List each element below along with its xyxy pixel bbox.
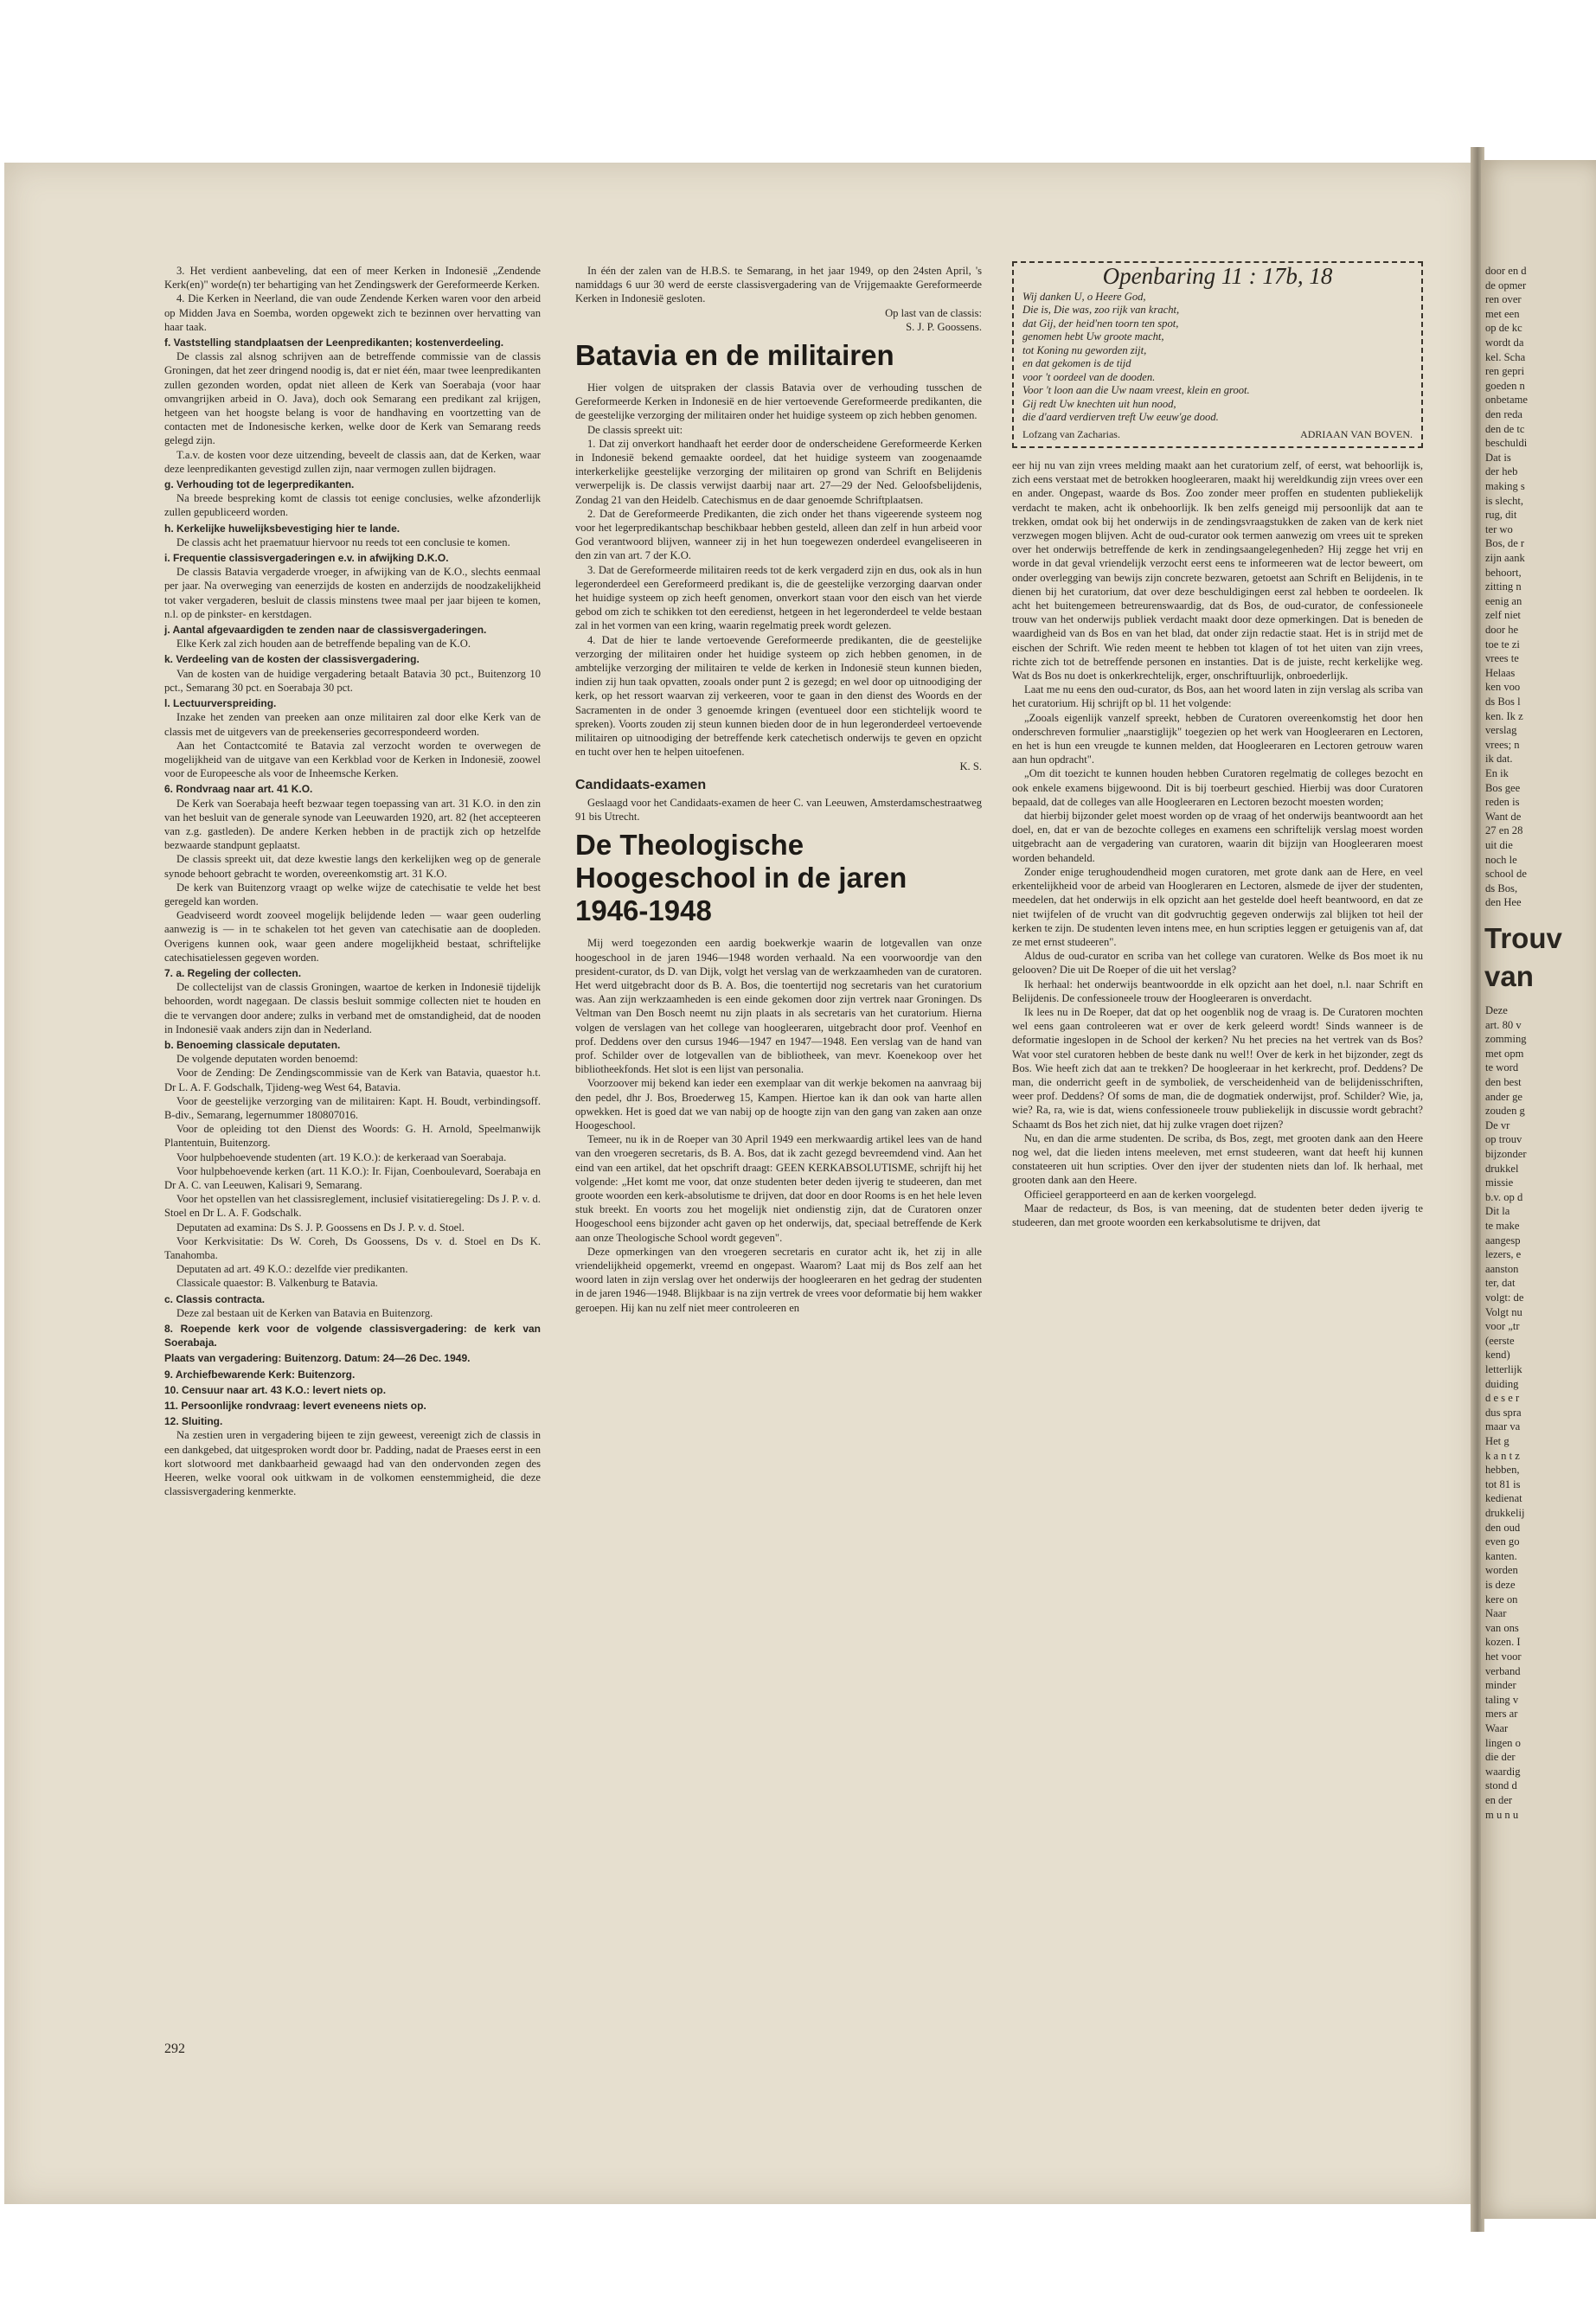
fragment-line: 27 en 28 bbox=[1485, 824, 1523, 837]
poem-line: Gij redt Uw knechten uit hun nood, bbox=[1022, 397, 1176, 410]
paragraph: Deputaten ad art. 49 K.O.: dezelfde vier predikanten. bbox=[176, 1263, 408, 1276]
fragment-headline: Trouv bbox=[1484, 922, 1562, 954]
fragment-line: hebben, bbox=[1485, 1464, 1520, 1477]
fragment-line: kend) bbox=[1485, 1349, 1510, 1362]
paragraph: Mij werd toegezonden een aardig boekwerkje waarin de lotgevallen van onze hoogeschool in de jaren 1946—1948 worden verhaald. Na een voorwoordje van den president-curator, ds D. van Dijk, volgt het verslag van de werkzaamheden van de curatoren. Het werd uitgebracht door ds B. A. Bos, die toentertijd nog secretaris van het curatorium was. Aan zijn werkzaamheden is een einde gekomen door zijn vertrek naar Groningen. Ds Veltman van Den Bosch neemt nu zijn plaats in als secretaris van het curatorium. Hierna volgen de verslagen van het college van hoogleeraren, uitgebracht door prof. Veenhof en prof. Deddens over den cursus 1946—1947 en 1947—1948. Een verslag van de hand van prof. Schilder over de lotgevallen van de bibliotheek, van mevr. Koenekoop over het bibliotheekfonds. Het slot is een lijst van personalia. bbox=[575, 937, 982, 1076]
section-heading bbox=[164, 966, 541, 980]
fragment-line: ter wo bbox=[1485, 522, 1513, 535]
paragraph: Zonder enige terughoudendheid mogen curatoren, met grote dank aan de Here, en veel erkentelijkheid voor de arbeid van Hoogleraren en Lectoren, alsmede de ijver der studenten, meedelen, dat het onderwijs in elk opzicht aan het gestelde doel heeft beantwoord, en dat ze niet twijfelen of de vrucht van dit godvruchtig gegeven onderwijs zal blijken tot heil der kerken te zijn. De studenten leven intens mee, en hun scripties leggen er getuigenis van af, dat ze met ernst studeeren". bbox=[1012, 865, 1423, 948]
paragraph: „Om dit toezicht te kunnen houden hebben Curatoren regelmatig de colleges bezocht en ook enkele examens bijgewoond. Dit is bij toerbeurt geschied. Hierbij was door Curatoren bepaald, dat de colleges van alle Hoogleeraren en Lectoren bezocht moesten worden; bbox=[1012, 767, 1423, 808]
fragment-line: Bos gee bbox=[1485, 781, 1521, 794]
fragment-line: m u n u bbox=[1485, 1808, 1519, 1821]
paragraph: Classicale quaestor: B. Valkenburg te Batavia. bbox=[176, 1277, 378, 1290]
paragraph: Ik lees nu in De Roeper, dat dat op het oogenblik nog de vraag is. De Curatoren mochten wel eens gaan controleeren wat er over de kerk geleerd wordt! Sinds wanneer is de deformatie ingeslopen in de School der kerken? Nu het precies na het vertrek van ds Bos? Wat voor stel curatoren hebben de beste dank nu wel!! Over de kerk in het bijzonder, zegt ds Bos. Wie heeft zich dat aan te trekken? De hoogleeraar in het kerkrecht, prof. Deddens? De man, die onderricht geeft in de symboliek, de verscheidenheid van de belijdenisschriften, weer prof. Deddens? Of soms de man, die de dogmatiek onderwijst, prof. Schilder? Wie, ja, wie? Ra, ra, wie is dat, wiens confessioneele trouw publiekelijk in discussie wordt gebracht? Schaamt ds Bos het zich niet, dat hij zulke vragen doet rijzen? bbox=[1012, 1005, 1423, 1131]
section-heading-text: k. Verdeeling van de kosten der classisvergadering. bbox=[164, 653, 420, 666]
fragment-line: ds Bos l bbox=[1485, 695, 1521, 708]
fragment-line: op trouv bbox=[1485, 1133, 1522, 1146]
fragment-line: vrees; n bbox=[1485, 738, 1520, 751]
fragment-line: goeden n bbox=[1485, 379, 1525, 392]
fragment-line: art. 80 v bbox=[1485, 1018, 1522, 1031]
fragment-line: op de kc bbox=[1485, 322, 1522, 335]
signoff-line: Op last van de classis: bbox=[885, 306, 982, 319]
article-continuation bbox=[1012, 458, 1423, 1229]
fragment-line: Want de bbox=[1485, 810, 1522, 823]
paragraph: Deze zal bestaan uit de Kerken van Batavia en Buitenzorg. bbox=[176, 1306, 433, 1319]
section-heading-text: 12. Sluiting. bbox=[164, 1415, 223, 1428]
paragraph: Inzake het zenden van preeken aan onze militairen zal door elke Kerk van de classis met de uitgevers van de preekenseries gecorrespondeerd worden. bbox=[164, 711, 541, 738]
fragment-line: waardig bbox=[1485, 1765, 1521, 1778]
paragraph: De classis spreekt uit: bbox=[587, 423, 683, 436]
section-heading bbox=[164, 623, 541, 637]
fragment-line: eenig an bbox=[1485, 594, 1522, 607]
section-heading-text: 6. Rondvraag naar art. 41 K.O. bbox=[164, 783, 313, 796]
fragment-line: toe te zi bbox=[1485, 638, 1520, 651]
fragment-line: is deze bbox=[1485, 1579, 1516, 1591]
fragment-line: aangesp bbox=[1485, 1234, 1521, 1247]
article-batavia bbox=[575, 381, 982, 759]
section-heading-text: j. Aantal afgevaardigden te zenden naar de classisvergaderingen. bbox=[164, 624, 487, 637]
fragment-line: ik dat. bbox=[1485, 753, 1513, 766]
fragment-line: noch le bbox=[1485, 853, 1517, 866]
headline-batavia: Batavia en de militairen bbox=[575, 339, 894, 372]
paragraph: Na breede bespreking komt de classis tot eenige conclusies, welke afzonderlijk zullen gepubliceerd worden. bbox=[164, 492, 541, 519]
section-heading bbox=[164, 336, 541, 349]
poem-line: en dat gekomen is de tijd bbox=[1022, 357, 1131, 369]
fragment-line: En ik bbox=[1485, 767, 1509, 779]
fragment-line: Helaas bbox=[1485, 666, 1516, 679]
fragment-line: (eerste bbox=[1485, 1334, 1515, 1347]
paragraph: 3. Dat de Gereformeerde militairen reeds tot de kerk vergaderd zijn en dus, ook als in hun legeronderdeel een Gereformeerd predikant is, die de geestelijke verzorging daarvan onder het huidige systeem op zich heeft genomen, onverkort staan voor den eisch van het vierde gebod om zich te schikken tot den eeredienst, hetgeen in het legeronderdeel te velde bestaan zal in het vormen van een kring, waarin regelmatig preek wordt gelezen. bbox=[575, 563, 982, 632]
fragment-line: ren over bbox=[1485, 293, 1522, 306]
paragraph: T.a.v. de kosten voor deze uitzending, beveelt de classis aan, dat de Kerken, waar deze leenpredikanten gevestigd zullen zijn, naar vermogen zullen bijdragen. bbox=[164, 448, 541, 475]
poem-box bbox=[1012, 261, 1423, 448]
signoff-name: S. J. P. Goossens. bbox=[906, 320, 982, 333]
fragment-line: De vr bbox=[1485, 1118, 1510, 1131]
paragraph: Voor hulpbehoevende kerken (art. 11 K.O.): Ir. Fijan, Coenboulevard, Soerabaja en Dr A. C. van Leeuwen, Kalisari 9, Semarang. bbox=[164, 1164, 541, 1191]
section-heading-text: 10. Censuur naar art. 43 K.O.: levert niets op. bbox=[164, 1383, 387, 1396]
section-heading-text: l. Lectuurverspreiding. bbox=[164, 697, 277, 710]
section-heading bbox=[164, 1292, 541, 1306]
fragment-line: stond d bbox=[1485, 1779, 1517, 1792]
paragraph: Geadviseerd wordt zooveel mogelijk belijdende leden — waar geen ouderling aanwezig is — in te schakelen tot het geven van catechisatie aan de doopleden. Overigens kunnen ook, waar geen andere mogelijkheid bestaat, schriftelijke catechisatielessen gegeven worden. bbox=[164, 909, 541, 964]
fragment-line: volgt: de bbox=[1485, 1292, 1524, 1304]
fragment-line: verband bbox=[1485, 1664, 1521, 1677]
paragraph: De classis acht het praematuur hiervoor nu reeds tot een conclusie te komen. bbox=[176, 535, 510, 548]
section-heading-text: f. Vaststelling standplaatsen der Leenpredikanten; kostenverdeeling. bbox=[164, 336, 504, 349]
paragraph: Aan het Contactcomité te Batavia zal verzocht worden te overwegen de mogelijkheid van de uitgave van een Kerkblad voor de Kerken in Indonesië, zoowel voor de Europeesche als voor de Inheemsche Kerken. bbox=[164, 739, 541, 780]
poem-line: Die is, Die was, zoo rijk van kracht, bbox=[1022, 304, 1180, 316]
fragment-line: school de bbox=[1485, 868, 1527, 881]
fragment-line: rug, dit bbox=[1485, 509, 1517, 522]
poem-line: tot Koning nu geworden zijt, bbox=[1022, 343, 1147, 356]
section-heading-text: i. Frequentie classisvergaderingen e.v. in afwijking D.K.O. bbox=[164, 552, 449, 565]
fragment-line: zelf niet bbox=[1485, 609, 1521, 622]
fragment-line: uit die bbox=[1485, 839, 1513, 851]
fragment-line: kanten. bbox=[1485, 1549, 1517, 1562]
fragment-line: den reda bbox=[1485, 408, 1523, 420]
fragment-line: tot 81 is bbox=[1485, 1477, 1521, 1490]
fragment-line: kel. Scha bbox=[1485, 350, 1526, 363]
paragraph: Aldus de oud-curator en scriba van het college van curatoren. Welke ds Bos moet ik nu gelooven? Die uit De Roeper of die uit het verslag? bbox=[1012, 950, 1423, 977]
paragraph: De kerk van Buitenzorg vraagt op welke wijze de catechisatie te velde het best geregeld kan worden. bbox=[164, 881, 541, 907]
paragraph: Officieel gerapporteerd en aan de kerken voorgelegd. bbox=[1024, 1188, 1257, 1201]
fragment-line: wordt da bbox=[1485, 336, 1524, 349]
fragment-line: is slecht, bbox=[1485, 494, 1524, 507]
poem-line: voor 't oordeel van de dooden. bbox=[1022, 370, 1156, 383]
fragment-line: ken voo bbox=[1485, 681, 1521, 694]
fragment-line: making s bbox=[1485, 480, 1525, 492]
fragment-line: ren gepri bbox=[1485, 365, 1525, 378]
paragraph: Van de kosten van de huidige vergadering betaalt Batavia 30 pct., Buitenzorg 10 pct., Semarang 30 pct. en Soerabaja 30 pct. bbox=[164, 667, 541, 694]
fragment-line: door en d bbox=[1485, 265, 1527, 277]
poem-line: Voor 't loon aan die Uw naam vreest, klein en groot. bbox=[1022, 384, 1250, 396]
fragment-line: minder bbox=[1485, 1679, 1516, 1692]
fragment-line: te word bbox=[1485, 1061, 1519, 1074]
paragraph: Hier volgen de uitspraken der classis Batavia over de verhouding tusschen de Gereformeerde Kerken in Indonesië en de hier vertoevende Gereformeerde predikanten, die de geestelijke verzorging der militairen onder het huidige systeem op zich hebben genomen. bbox=[575, 381, 982, 422]
fragment-line: ds Bos, bbox=[1485, 881, 1518, 894]
fragment-line: die der bbox=[1485, 1751, 1516, 1764]
poem-line: die d'aard verdierven treft Uw eeuw'ge dood. bbox=[1022, 411, 1219, 423]
section-heading bbox=[164, 1383, 541, 1397]
paragraph: De classis spreekt uit, dat deze kwestie langs den kerkelijken weg op de generale synode behoort gebracht te worden, overeenkomstig art. 31 K.O. bbox=[164, 853, 541, 880]
fragment-line: Waar bbox=[1485, 1722, 1509, 1734]
paragraph: Voor de opleiding tot den Dienst des Woords: G. H. Arnold, Speelmanwijk Plantentuin, Buitenzorg. bbox=[164, 1123, 541, 1150]
fragment-line: door he bbox=[1485, 624, 1519, 636]
fragment-line: mers ar bbox=[1485, 1708, 1518, 1721]
paragraph: De volgende deputaten worden benoemd: bbox=[176, 1053, 358, 1066]
section-heading bbox=[164, 551, 541, 565]
section-heading bbox=[164, 1322, 541, 1349]
fragment-line: ander ge bbox=[1485, 1090, 1523, 1103]
fragment-line: vrees te bbox=[1485, 652, 1519, 665]
column-2 bbox=[575, 264, 982, 1315]
subheading-candidaats: Candidaats-examen bbox=[575, 777, 707, 792]
fragment-line: Bos, de r bbox=[1485, 537, 1525, 550]
fragment-line: der heb bbox=[1485, 465, 1518, 478]
fragment-line: den Hee bbox=[1485, 896, 1522, 909]
section-heading bbox=[164, 1038, 541, 1052]
poem-author: ADRIAAN VAN BOVEN. bbox=[1300, 427, 1413, 440]
section-heading bbox=[164, 478, 541, 491]
paragraph: 1. Dat zij onverkort handhaaft het eerder door de onderscheidene Gereformeerde Kerken in Indonesië bekend gemaakte oordeel, dat het huidige systeem van zoogenaamde interkerkelijke geestelijke verzorging der militairen op grond van Schrift en Belijdenis verwerpelijk is. De classis verwijst daarbij naar art. 27—29 der Ned. Geloofsbelijdenis, Zondag 21 van den Heidelb. Catechismus en de daar genoemde Schriftplaatsen. bbox=[575, 437, 982, 506]
fragment-line: behoort, bbox=[1485, 566, 1522, 579]
fragment-line: beschuldi bbox=[1485, 437, 1528, 450]
section-heading bbox=[164, 522, 541, 535]
fragment-line: ter, dat bbox=[1485, 1277, 1516, 1290]
fragment-line: onbetame bbox=[1485, 394, 1528, 407]
paragraph: Temeer, nu ik in de Roeper van 30 April 1949 een merkwaardig artikel lees van de hand van den vroegeren secretaris, ds B. A. Bos, dat ik zacht gezegd bevreemdend vind. Aan het eind van een artikel, dat het opschrift draagt: GEEN KERKABSOLUTISME, schrijft hij het volgende: „Het komt me voor, dat onze studenten beter deden ijverig te studeeren, dan met groote woorden een kerk-absolutisme te drijven, dat door en door Rooms is en het hele leven stuk breekt. En voorts zou het mogelijk niet ondienstig zijn, dat de Curatoren onzer Hoogeschool eens bijzonder acht gaven op het onderwijs, dat, speciaal betreffende de Kerk aan onze Theologische School wordt gegeven". bbox=[575, 1133, 982, 1244]
fragment-line: zitting n bbox=[1485, 580, 1522, 593]
paragraph: Voorzoover mij bekend kan ieder een exemplaar van dit werkje bekomen na aanvraag bij den pedel, dhr J. Bos, Broederweg 15, Kampen. Hiertoe kan ik dan ook van harte allen opwekken. Het is goed dat we van nabij op de hoogte zijn van den gang van zaken aan onze Hoogeschool. bbox=[575, 1077, 982, 1131]
paragraph: Deze opmerkingen van den vroegeren secretaris en curator acht ik, het zij in alle vriendelijkheid opgemerkt, vreemd en ongepast. Waarom? Laat mij ds Bos zelf aan het woord laten in zijn verslag over het onderwijs der hoogleeraren en het gedrag der studenten in de jaren 1946—1948. Blijkbaar is na zijn vertrek de vrees voor deformatie bij hem wakker geroepen. Hij kan nu zelf niet meer controleeren en bbox=[575, 1245, 983, 1314]
fragment-line: zijn aank bbox=[1485, 552, 1525, 564]
fragment-line: letterlijk bbox=[1485, 1363, 1522, 1375]
fragment-line: Deze bbox=[1485, 1004, 1508, 1016]
section-heading-text: h. Kerkelijke huwelijksbevestiging hier te lande. bbox=[164, 522, 401, 535]
column-1 bbox=[164, 264, 541, 1498]
fragment-line: van ons bbox=[1485, 1621, 1519, 1634]
fragment-line: lezers, e bbox=[1485, 1248, 1522, 1261]
section-heading bbox=[164, 782, 541, 796]
paragraph: 4. Die Kerken in Neerland, die van oude Zendende Kerken waren voor den arbeid op Midden Java en Soemba, worden opgewekt zich te bezinnen over hervatting van haar taak. bbox=[164, 292, 541, 333]
section-heading bbox=[164, 1414, 541, 1428]
paragraph: Voor Kerkvisitatie: Ds W. Coreh, Ds Goossens, Ds v. d. Stoel en Ds K. Tanahomba. bbox=[164, 1234, 541, 1262]
section-heading-text: 11. Persoonlijke rondvraag: levert eveneens niets op. bbox=[164, 1400, 426, 1413]
page-number: 292 bbox=[164, 2041, 185, 2056]
fragment-line: zouden g bbox=[1485, 1105, 1525, 1118]
section-heading bbox=[164, 652, 541, 666]
paragraph: De classis Batavia vergaderde vroeger, in afwijking van de K.O., slechts eenmaal per jaar. Na overweging van eenerzijds de kosten en anderzijds de noodzakelijkheid tot vaker vergaderen, besluit de classis minstens twee maal per jaar bijeen te komen, n.l. op de pinkster- en kerstdagen. bbox=[164, 566, 541, 620]
paragraph: 4. Dat de hier te lande vertoevende Gereformeerde predikanten, die de geestelijke verzorging der militairen onder het huidige systeem op zich hebben genomen, in de ambtelijke verzorging der militairen te velde de kerken in Indonesië steun kunnen bieden, indien zij hun taak opvatten, zooals onder punt 2 is gezegd; en wel door op uitnoodiging der kerk, op het ressort waarvan zij verkeeren, voor te gaan in den dienst des Woords en der Sacramenten in de onder 3 genoemde kringen (eventueel door een stichtelijk woord te spreken). Voorts zouden zij steun kunnen bieden door de in hun legeronderdeel vertoevende militairen op uitnoodiging der betreffende kerk catechetisch onderwijs te geven en opzicht en tucht over hen te helpen uitoefenen. bbox=[575, 633, 982, 759]
fragment-line: maar va bbox=[1485, 1420, 1521, 1433]
fragment-line: kedienat bbox=[1485, 1492, 1522, 1505]
fragment-line: ken. Ik z bbox=[1485, 709, 1523, 722]
section-heading-text: 7. a. Regeling der collecten. bbox=[164, 966, 302, 979]
fragment-line: de opmer bbox=[1485, 279, 1527, 292]
fragment-line: voor „tr bbox=[1485, 1320, 1520, 1333]
section-heading-text: 9. Archiefbewarende Kerk: Buitenzorg. bbox=[164, 1368, 356, 1381]
fragment-line: den best bbox=[1485, 1076, 1522, 1088]
paragraph: Laat me nu eens den oud-curator, ds Bos, aan het woord laten in zijn verslag als scriba van het curatorium. Hij schrijft op bl. 11 het volgende: bbox=[1012, 683, 1423, 710]
fragment-line: lingen o bbox=[1485, 1736, 1521, 1749]
fragment-line: Dit la bbox=[1485, 1205, 1510, 1218]
paragraph: Elke Kerk zal zich houden aan de betreffende bepaling van de K.O. bbox=[176, 638, 471, 651]
fragment-line: b.v. op d bbox=[1485, 1190, 1523, 1203]
paragraph: eer hij nu van zijn vrees melding maakt aan het curatorium zelf, of eerst, wat behoorlijk is, zich eens verstaat met de betrokken hoogleeraren, maakt hij wereldkundig zijn vrees over een en ander. Ongepast, waarde ds Bos. Zoo zonder meer proffen en studenten publiekelijk verdacht te maken, acht ik onbehoorlijk. Ik ben zelfs geneigd mij persoonlijk dat aan te trekken, omdat ook bij het onderwijs in de zendingsvraagstukken de zaken van de kerk niet verzwegen mogen blijven. Acht de oud-curator ook termen aanwezig om vrees uit te spreken over het onderwijs betreffende de kerk in zendingsaangelegenheden? Hij zegge het vrij en worde in dat geval vriendelijk verzocht eerst eens te informeeren wat de lector beweert, om onder overlegging van bewijs zijn concrete bezwaren, getoetst aan Schrift en Belijdenis, in te dienen bij het curatorium, dat over deze beschuldigingen eerst zal hebben te oordeelen. Ik acht het buitengemeen betreurenswaardig, dat ds Bos, de oud-curator, de confessioneele trouw van het onderwijs publiek verdacht maakt door deze opmerkingen. Dat is beneden de waardigheid van ds Bos en van het blad, dat onder zijn redactie staat. Het is in strijd met de eischen der Schrift. Wie reden meent te hebben tot klagen of tot het uiten van zijn vrees, richte zich tot de betreffende personen en instanties. Dat is de juiste, recht kerkelijke weg. Wat ds Bos nu doet is onkerkrechtelijk, erger, onschriftuurlijk, onbroederlijk. bbox=[1012, 459, 1423, 683]
fragment-line: reden is bbox=[1485, 796, 1520, 809]
paragraph: Na zestien uren in vergadering bijeen te zijn geweest, vereenigt zich de classis in een dankgebed, dat uitgesproken wordt door br. Padding, nadat de Praeses eerst in een kort slotwoord met dankbaarheid gewaagd had van den ondervonden zegen des Heeren, welke vooral ook uitkwam in de volkomen eenstemmigheid, die deze classisvergadering kenmerkte. bbox=[164, 1429, 541, 1498]
paragraph: Voor de geestelijke verzorging van de militairen: Kapt. H. Boudt, verbindingsoff. B-div., Semarang, legernummer 180807016. bbox=[164, 1094, 541, 1121]
poem-title: Openbaring 11 : 17b, 18 bbox=[1102, 263, 1333, 289]
fragment-line: even go bbox=[1485, 1535, 1520, 1548]
fragment-line: verslag bbox=[1485, 724, 1517, 737]
fragment-line: Het g bbox=[1485, 1435, 1509, 1447]
paragraph: De Kerk van Soerabaja heeft bezwaar tegen toepassing van art. 31 K.O. in den zin van het besluit van de generale synode van Leeuwarden 1920, art. 82 (het accepteeren van z.g. gastleden). De andere Kerken hebben in de practijk zich op hetzelfde bezwaarde standpunt geplaatst. bbox=[164, 797, 541, 852]
fragment-line: Dat is bbox=[1485, 451, 1511, 464]
paragraph: Ik herhaal: het onderwijs beantwoordde in elk opzicht aan het doel, n.l. naar Schrift en Belijdenis. De confessioneele trouw der Hoogleeraren is onverdacht. bbox=[1012, 977, 1423, 1004]
fragment-line: den oud bbox=[1485, 1521, 1521, 1534]
section-heading-text: g. Verhouding tot de legerpredikanten. bbox=[164, 478, 355, 491]
fragment-line: kozen. I bbox=[1485, 1636, 1521, 1649]
poem-line: genomen hebt Uw groote macht, bbox=[1022, 330, 1164, 343]
paragraph: „Zooals eigenlijk vanzelf spreekt, hebben de Curatoren overeenkomstig het door hen onderschreven formulier „naarstiglijk" toegezien op het werk van Hoogleeraren en Lectoren, en het is hun een vreugde te kunnen melden, dat Hoogleeraren en Lectoren getrouw waren aan hun opdracht". bbox=[1012, 711, 1423, 766]
fragment-line: kere on bbox=[1485, 1593, 1518, 1606]
fragment-line: duiding bbox=[1485, 1377, 1519, 1390]
section-heading-text: 8. Roepende kerk voor de volgende classisvergadering: de kerk van Soerabaja. bbox=[164, 1323, 541, 1349]
fragment-line: Volgt nu bbox=[1485, 1305, 1522, 1318]
paragraph: De classis zal alsnog schrijven aan de betreffende commissie van de classis Groningen, dat het zeer dringend noodig is, dat er niet één, maar twee leenpredikanten zullen gezonden worden, opdat niet alleen de Kerk van Soerabaja (voor haar omvangrijken arbeid in O. Java), doch ook Semarang een predikant zal krijgen, hetgeen van het hoogste belang is voor de handhaving en voortzetting van de contacten met de Indonesische kerken, welke door de Kerk van Semarang reeds gelegd zijn. bbox=[164, 350, 542, 447]
section-heading bbox=[164, 1368, 541, 1381]
closing-paragraph: In één der zalen van de H.B.S. te Semarang, in het jaar 1949, op den 24sten April, 's namiddags 6 uur 30 werd de eerste classisvergadering van de Vrijgemaakte Gereformeerde Kerken in Indonesië gesloten. bbox=[575, 265, 982, 305]
paragraph: dat hierbij bijzonder gelet moest worden op de vraag of het onderwijs beantwoordt aan het doel, en, dat er van de bezochte colleges en examens een schriftelijk verslag moest worden uitgebracht aan de vergadering van curatoren, waarin dit bijzijn van Hoogleeraren moest worden behandeld. bbox=[1012, 810, 1423, 864]
fragment-line: Naar bbox=[1485, 1607, 1507, 1620]
poem-footer bbox=[1022, 428, 1413, 442]
fragment-line: te make bbox=[1485, 1220, 1520, 1232]
paragraph: 2. Dat de Gereformeerde Predikanten, die zich onder het thans vigeerende systeem nog voor het legerpredikantschap beschikbaar hebben gesteld, alleen dan zelf in hun arbeid voor God verantwoord blijven, wanneer zij in het hun toegewezen onderdeel evangeliseeren in den zin van art. 7 der K.O. bbox=[575, 507, 982, 562]
poem-line: Wij danken U, o Heere God, bbox=[1022, 290, 1146, 303]
section-heading-text: c. Classis contracta. bbox=[164, 1292, 266, 1305]
fragment-line: dus spra bbox=[1485, 1406, 1522, 1419]
section-heading-text: b. Benoeming classicale deputaten. bbox=[164, 1038, 341, 1051]
poem-line: dat Gij, der heid'nen toorn ten spot, bbox=[1022, 317, 1179, 330]
fragment-line: zomming bbox=[1485, 1033, 1527, 1046]
paragraph: Maar de redacteur, ds Bos, is van meening, dat de studenten beter deden ijverig te studeeren, dan met groote woorden een kerkabsolutisme te drijven, dat bbox=[1012, 1202, 1423, 1228]
paragraph: 3. Het verdient aanbeveling, dat een of meer Kerken in Indonesië „Zendende Kerk(en)" worde(n) ter behartiging van het Zendingswerk der Gereformeerde Kerken. bbox=[164, 265, 541, 292]
fragment-line: k a n t z bbox=[1485, 1449, 1520, 1462]
fragment-headline: van bbox=[1484, 960, 1534, 992]
fragment-line: d e s e r bbox=[1485, 1392, 1520, 1405]
fragment-line: met opm bbox=[1485, 1047, 1524, 1060]
poem-source: Lofzang van Zacharias. bbox=[1022, 427, 1120, 440]
fragment-line: drukkel bbox=[1485, 1162, 1519, 1175]
fragment-line: aanston bbox=[1485, 1262, 1519, 1275]
article-signoff: K. S. bbox=[959, 760, 982, 772]
paragraph: Deputaten ad examina: Ds S. J. P. Goossens en Ds J. P. v. d. Stoel. bbox=[176, 1221, 465, 1234]
fragment-line: taling v bbox=[1485, 1693, 1519, 1706]
fragment-line: en der bbox=[1485, 1794, 1513, 1806]
fragment-line: met een bbox=[1485, 307, 1520, 320]
paragraph: Voor de Zending: De Zendingscommissie van de Kerk van Batavia, quaestor h.t. Dr L. A. F. Godschalk, Tjideng-weg West 64, Batavia. bbox=[164, 1067, 541, 1093]
section-heading bbox=[164, 696, 541, 710]
section-heading bbox=[164, 1351, 541, 1365]
paragraph: Nu, en dan die arme studenten. De scriba, ds Bos, zegt, met grooten dank aan den Heere nog wel, dat die lieden intens meeleven, met ernst studeeren, want dat heeft hij kunnen constateeren uit hun scripties. Over den ijver der studenten niets dan lof. Ik herhaal, met grooten dank aan den Heere. bbox=[1012, 1131, 1423, 1187]
fragment-line: missie bbox=[1485, 1176, 1514, 1189]
column-3 bbox=[1012, 261, 1423, 1229]
paragraph: Voor hulpbehoevende studenten (art. 19 K.O.): de kerkeraad van Soerabaja. bbox=[176, 1150, 507, 1163]
section-heading bbox=[164, 1399, 541, 1413]
poem-lines bbox=[1022, 291, 1413, 425]
paragraph: De collectelijst van de classis Groningen, waartoe de kerken in Indonesië tijdelijk behoorden, wordt nagegaan. De classis besluit sommige collecten niet te houden en die te vervangen door andere; zulks in verband met de omstandigheid, dat de nooden in Indonesië vaak anders zijn dan in Nederland. bbox=[164, 981, 541, 1035]
paragraph: Voor het opstellen van het classisreglement, inclusief visitatieregeling: Ds J. P. v. d. Stoel en Dr L. A. F. Godschalk. bbox=[164, 1193, 541, 1220]
fragment-line: bijzonder bbox=[1485, 1148, 1527, 1160]
section-heading-text: Plaats van vergadering: Buitenzorg. Datum: 24—26 Dec. 1949. bbox=[164, 1352, 471, 1365]
fragment-line: drukkelij bbox=[1485, 1507, 1525, 1519]
headline-hoogeschool: De Theologische Hoogeschool in de jaren 1946-1948 bbox=[575, 829, 907, 927]
fragment-line: den de tc bbox=[1485, 422, 1525, 435]
fragment-line: het voor bbox=[1485, 1650, 1522, 1663]
candidaats-text: Geslaagd voor het Candidaats-examen de heer C. van Leeuwen, Amsterdamschestraatweg 91 bis Utrecht. bbox=[575, 796, 982, 824]
article-hoogeschool bbox=[575, 936, 982, 1314]
fragment-line: worden bbox=[1485, 1564, 1518, 1577]
